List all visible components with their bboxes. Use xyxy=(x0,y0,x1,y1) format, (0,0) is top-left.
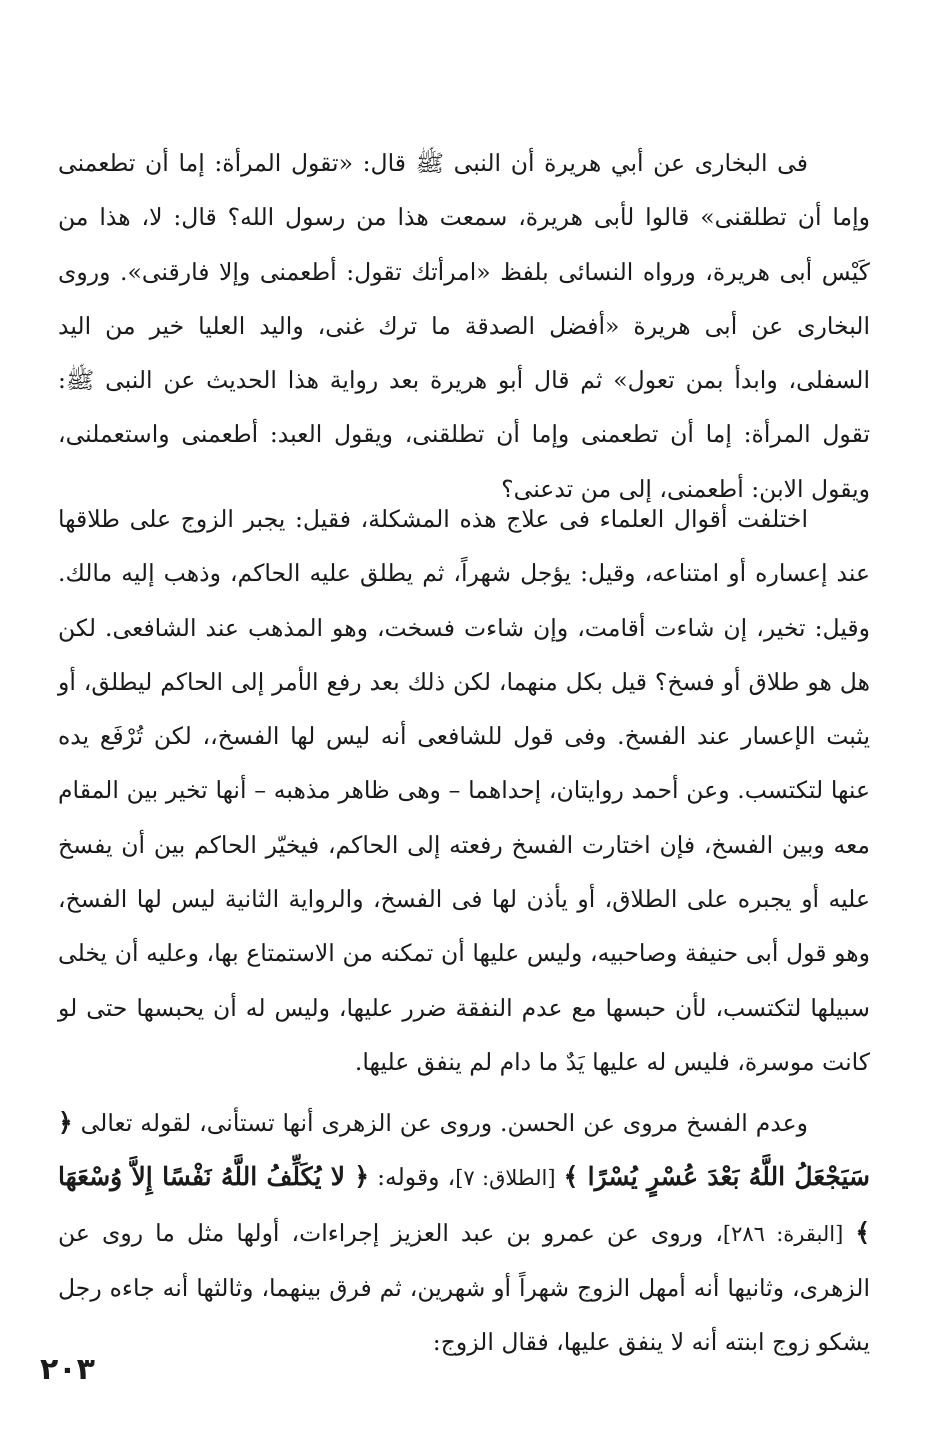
paragraph-3-text xyxy=(58,1096,870,1369)
paragraph-3-continuation: ، وروى عن عمرو بن عبد العزيز إجراءات، أولها مثل ما روى عن الزهرى، وثانيها أنه أمهل الزوج شهراً أو شهرين، ثم فرق بينهما، وثالثها أنه جاءه رجل يشكو زوج ابنته أنه لا ينفق عليها، فقال الزوج: xyxy=(58,1218,870,1357)
verse-reference-2: [البقرة: ٢٨٦] xyxy=(722,1221,844,1246)
quran-verse-1: ﴿ سَيَجْعَلُ اللَّهُ بَعْدَ عُسْرٍ يُسْرًا ﴾ xyxy=(58,1108,870,1192)
paragraph-1-text: فى البخارى عن أبي هريرة أن النبى ﷺ قال: «تقول المرأة: إما أن تطعمنى وإما أن تطلقنى» قالوا لأبى هريرة، سمعت هذا من رسول الله؟ قال: لا، هذا من كَيْس أبى هريرة، ورواه النسائى بلفظ «امرأتك تقول: أطعمنى وإلا فارقنى». وروى البخارى عن أبى هريرة «أفضل الصدقة ما ترك غنى، واليد العليا خير من اليد السفلى، وابدأ بمن تعول» ثم قال أبو هريرة بعد رواية هذا الحديث عن النبى ﷺ: تقول المرأة: إما أن تطعمنى وإما أن تطلقنى، ويقول العبد: أطعمنى واستعملنى، ويقول الابن: أطعمنى، إلى من تدعنى؟ xyxy=(58,149,870,503)
paragraph-1 xyxy=(58,136,870,516)
paragraph-3 xyxy=(58,1096,870,1369)
quran-verse-2: ﴿ لا يُكَلِّفُ اللَّهُ نَفْسًا إِلاَّ وُسْعَهَا ﴾ xyxy=(58,1162,870,1247)
paragraph-2 xyxy=(58,492,870,1089)
paragraph-2-text: اختلفت أقوال العلماء فى علاج هذه المشكلة، فقيل: يجبر الزوج على طلاقها عند إعساره أو امتناعه، وقيل: يؤجل شهراً، ثم يطلق عليه الحاكم، وذهب إليه مالك. وقيل: تخير، إن شاءت أقامت، وإن شاءت فسخت، وهو المذهب عند الشافعى. لكن هل هو طلاق أو فسخ؟ قيل بكل منهما، لكن ذلك بعد رفع الأمر إلى الحاكم ليطلق، أو يثبت الإعسار عند الفسخ. وفى قول للشافعى أنه ليس لها الفسخ،، لكن تُرْفَع يده عنها لتكتسب. وعن أحمد روايتان، إحداهما – وهى ظاهر مذهبه – أنها تخير بين المقام معه وبين الفسخ، فإن اختارت الفسخ رفعته إلى الحاكم، فيخيّر الحاكم بين أن يفسخ عليه أو يجبره على الطلاق، أو يأذن لها فى الفسخ، والرواية الثانية ليس لها الفسخ، وهو قول أبى حنيفة وصاحبيه، وليس عليها أن تمكنه من الاستمتاع بها، وعليه أن يخلى سبيلها لتكتسب، لأن حبسها مع عدم النفقة ضرر عليها، وليس له أن يحبسها حتى لو كانت موسرة، فليس له عليها يَدٌ ما دام لم ينفق عليها. xyxy=(58,505,870,1076)
page-number: ٢٠٣ xyxy=(40,1352,95,1387)
paragraph-3-intro: وعدم الفسخ مروى عن الحسن. وروى عن الزهرى أنها تستأنى، لقوله تعالى xyxy=(80,1109,808,1137)
paragraph-3-connector: ، وقوله: xyxy=(377,1163,456,1192)
verse-reference-1: [الطلاق: ٧] xyxy=(455,1166,556,1191)
